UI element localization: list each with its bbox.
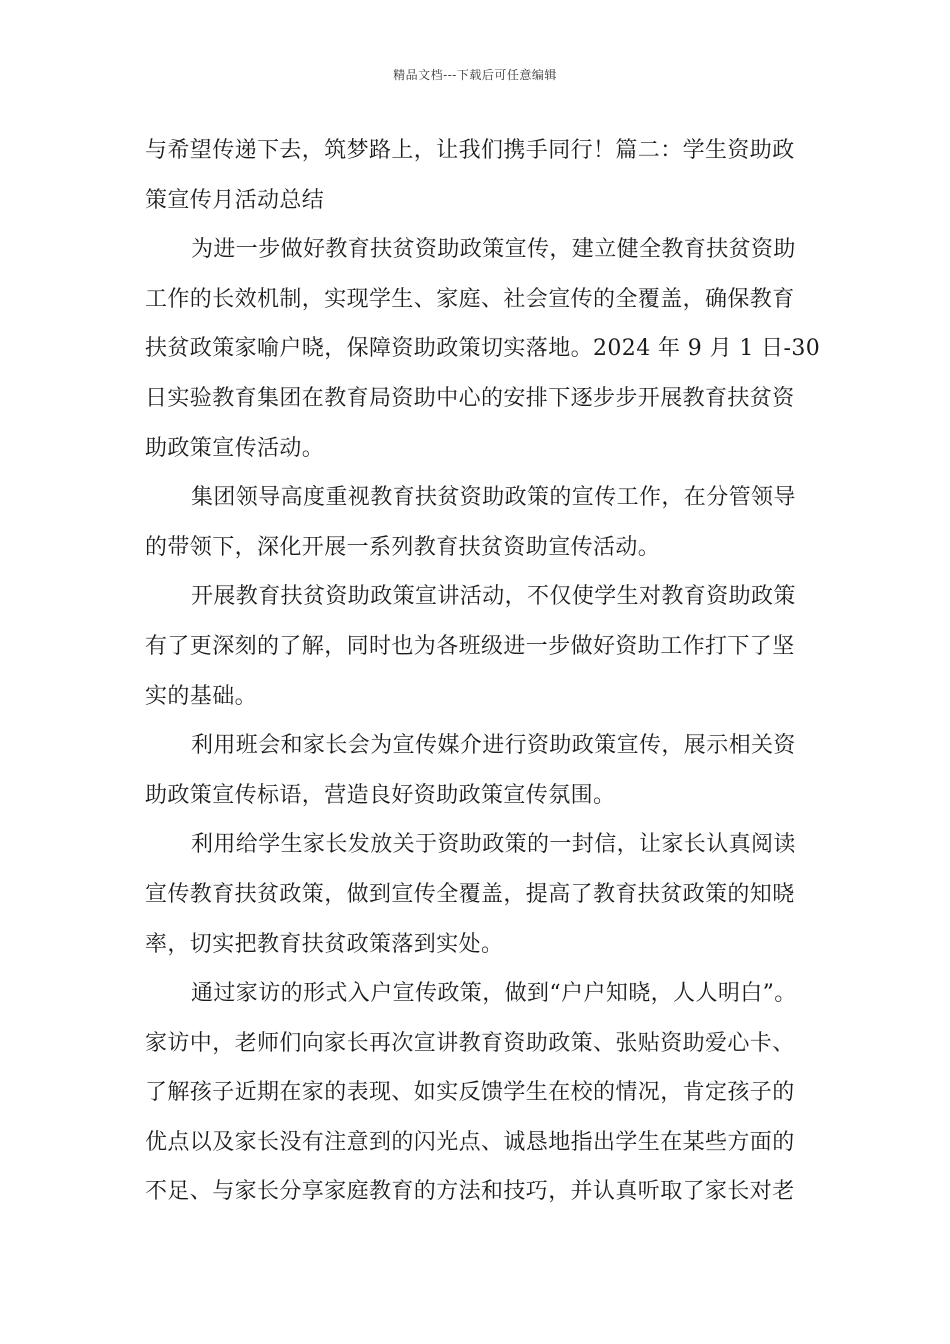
text-line: 通过家访的形式入户宣传政策，做到“户户知晓，人人明白”。 — [191, 981, 797, 1007]
text-line: 宣传教育扶贫政策，做到宣传全覆盖，提高了教育扶贫政策的知晓 — [145, 881, 795, 907]
page-header: 精品文档---下载后可任意编辑 — [393, 68, 557, 82]
text-line: 工作的长效机制，实现学生、家庭、社会宣传的全覆盖，确保教育 — [145, 286, 795, 312]
text-line: 为进一步做好教育扶贫资助政策宣传，建立健全教育扶贫资助 — [191, 237, 796, 263]
text-line: 与希望传递下去，筑梦路上，让我们携手同行！篇二：学生资助政 — [145, 138, 795, 163]
text-line: 不足、与家长分享家庭教育的方法和技巧，并认真听取了家长对老 — [145, 1179, 795, 1205]
text-line: 利用班会和家长会为宣传媒介进行资助政策宣传，展示相关资 — [191, 733, 796, 759]
text-line: 家访中，老师们向家长再次宣讲教育资助政策、张贴资助爱心卡、 — [145, 1030, 795, 1056]
text-line: 集团领导高度重视教育扶贫资助政策的宣传工作，在分管领导 — [191, 485, 796, 511]
text-line: 率，切实把教育扶贫政策落到实处。 — [145, 931, 504, 957]
text-line: 利用给学生家长发放关于资助政策的一封信，让家长认真阅读 — [191, 832, 796, 858]
text-line: 扶贫政策家喻户晓，保障资助政策切实落地。2024 年 9 月 1 日-30 — [145, 336, 821, 362]
text-line: 策宣传月活动总结 — [145, 187, 325, 213]
text-line: 的带领下，深化开展一系列教育扶贫资助宣传活动。 — [145, 534, 661, 560]
text-line: 优点以及家长没有注意到的闪光点、诚恳地指出学生在某些方面的 — [145, 1129, 795, 1155]
text-line: 助政策宣传活动。 — [145, 435, 325, 461]
document-body — [145, 126, 821, 1217]
text-line: 开展教育扶贫资助政策宣讲活动，不仅使学生对教育资助政策 — [191, 584, 796, 610]
text-line: 有了更深刻的了解，同时也为各班级进一步做好资助工作打下了坚 — [145, 633, 795, 659]
text-line: 实的基础。 — [145, 683, 258, 709]
text-line: 助政策宣传标语，营造良好资助政策宣传氛围。 — [145, 782, 616, 808]
text-line: 了解孩子近期在家的表现、如实反馈学生在校的情况，肯定孩子的 — [145, 1080, 795, 1106]
text-line: 日实验教育集团在教育局资助中心的安排下逐步步开展教育扶贫资 — [145, 385, 795, 411]
